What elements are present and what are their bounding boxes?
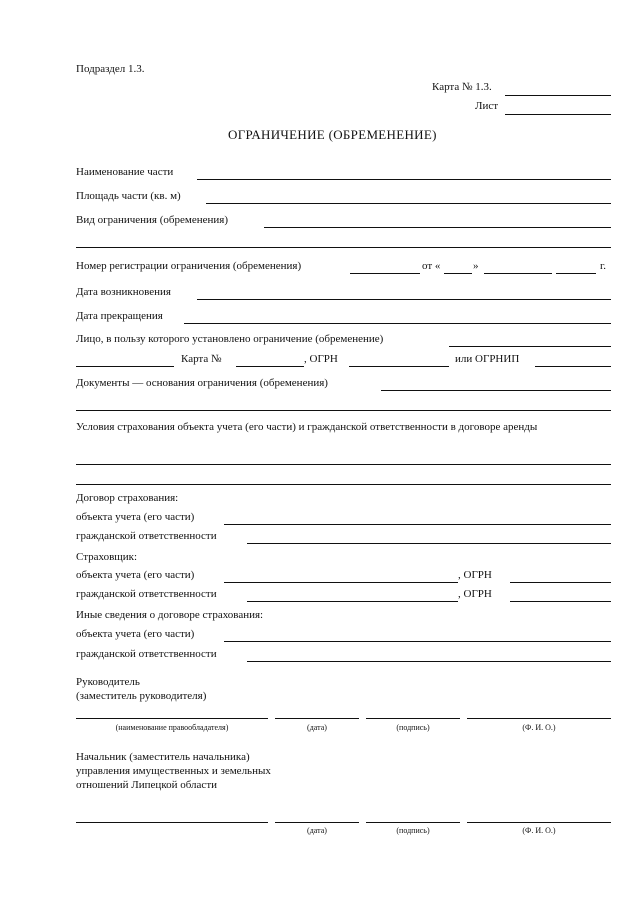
insurer-liability-ogrn-label: , ОГРН [458, 588, 492, 600]
restriction-type-field-2[interactable] [76, 247, 611, 248]
contract-object-label: объекта учета (его части) [76, 511, 195, 523]
part-name-field[interactable] [197, 179, 611, 180]
caption-signature: (подпись) [396, 723, 430, 732]
insurance-contract-heading: Договор страхования: [76, 492, 179, 504]
head-title-line2: (заместитель руководителя) [76, 690, 207, 702]
part-name-label: Наименование части [76, 166, 174, 178]
insurer-object-field[interactable] [224, 582, 458, 583]
insurer-liability-field[interactable] [247, 601, 458, 602]
beneficiary-ogrn-field[interactable] [349, 366, 449, 367]
insurance-conditions-label: Условия страхования объекта учета (его части) и гражданской ответственности в договоре аренды [76, 421, 538, 433]
or-ogrnip-label: или ОГРНИП [455, 353, 520, 365]
subsection-label: Подраздел 1.3. [76, 63, 145, 75]
other-insurance-heading: Иные сведения о договоре страхования: [76, 609, 264, 621]
date-from-label: от « [422, 260, 441, 272]
sheet-field[interactable] [505, 114, 611, 115]
contract-liability-field[interactable] [247, 543, 611, 544]
start-date-field[interactable] [197, 299, 611, 300]
documents-field-2[interactable] [76, 410, 611, 411]
other-object-field[interactable] [224, 641, 611, 642]
caption-date: (дата) [307, 723, 327, 732]
part-area-field[interactable] [206, 203, 611, 204]
other-liability-label: гражданской ответственности [76, 648, 217, 660]
insurer-object-ogrn-field[interactable] [510, 582, 611, 583]
insurer-object-label: объекта учета (его части) [76, 569, 195, 581]
insurance-conditions-field-2[interactable] [76, 484, 611, 485]
caption-fullname: (Ф. И. О.) [522, 723, 556, 732]
documents-field[interactable] [381, 390, 611, 391]
beneficiary-field[interactable] [449, 346, 611, 347]
registration-number-field[interactable] [350, 273, 420, 274]
registration-day-field[interactable] [444, 273, 472, 274]
other-liability-field[interactable] [247, 661, 611, 662]
chief-date-field[interactable] [275, 822, 359, 823]
page-title: ОГРАНИЧЕНИЕ (ОБРЕМЕНЕНИЕ) [228, 127, 437, 142]
chief-signature-field[interactable] [366, 822, 460, 823]
card-number-field[interactable] [505, 95, 611, 96]
sheet-label: Лист [475, 100, 499, 112]
beneficiary-ogrn-label: , ОГРН [304, 353, 338, 365]
restriction-type-field[interactable] [264, 227, 611, 228]
caption-holder-name: (наименование правообладателя) [115, 723, 229, 732]
chief-fullname-field[interactable] [467, 822, 611, 823]
registration-number-label: Номер регистрации ограничения (обременения) [76, 260, 302, 272]
chief-title-line2: управления имущественных и земельных [76, 765, 271, 777]
part-area-label: Площадь части (кв. м) [76, 190, 181, 202]
chief-caption-signature: (подпись) [396, 826, 430, 835]
chief-title-line1: Начальник (заместитель начальника) [76, 751, 250, 763]
head-holder-field[interactable] [76, 718, 268, 719]
head-title-line1: Руководитель [76, 676, 140, 688]
registration-month-field[interactable] [484, 273, 552, 274]
insurer-heading: Страховщик: [76, 551, 138, 563]
head-fullname-field[interactable] [467, 718, 611, 719]
chief-holder-field[interactable] [76, 822, 268, 823]
card-number-label: Карта № 1.3. [432, 81, 492, 93]
other-object-label: объекта учета (его части) [76, 628, 195, 640]
contract-object-field[interactable] [224, 524, 611, 525]
insurance-conditions-field[interactable] [76, 464, 611, 465]
contract-liability-label: гражданской ответственности [76, 530, 217, 542]
beneficiary-card-field[interactable] [236, 366, 304, 367]
chief-caption-date: (дата) [307, 826, 327, 835]
insurer-liability-label: гражданской ответственности [76, 588, 217, 600]
head-signature-field[interactable] [366, 718, 460, 719]
card-no-label: Карта № [181, 353, 222, 365]
end-date-field[interactable] [184, 323, 611, 324]
beneficiary-ogrnip-field[interactable] [535, 366, 611, 367]
registration-year-field[interactable] [556, 273, 596, 274]
chief-title-line3: отношений Липецкой области [76, 779, 218, 791]
beneficiary-label: Лицо, в пользу которого установлено ограничение (обременение) [76, 333, 384, 345]
year-suffix: г. [600, 260, 607, 272]
date-quote-close: » [473, 260, 479, 272]
end-date-label: Дата прекращения [76, 310, 163, 322]
start-date-label: Дата возникновения [76, 286, 171, 298]
insurer-liability-ogrn-field[interactable] [510, 601, 611, 602]
beneficiary-name-field[interactable] [76, 366, 174, 367]
chief-caption-fullname: (Ф. И. О.) [522, 826, 556, 835]
insurer-object-ogrn-label: , ОГРН [458, 569, 492, 581]
restriction-type-label: Вид ограничения (обременения) [76, 214, 228, 226]
head-date-field[interactable] [275, 718, 359, 719]
documents-label: Документы — основания ограничения (обременения) [76, 377, 328, 389]
